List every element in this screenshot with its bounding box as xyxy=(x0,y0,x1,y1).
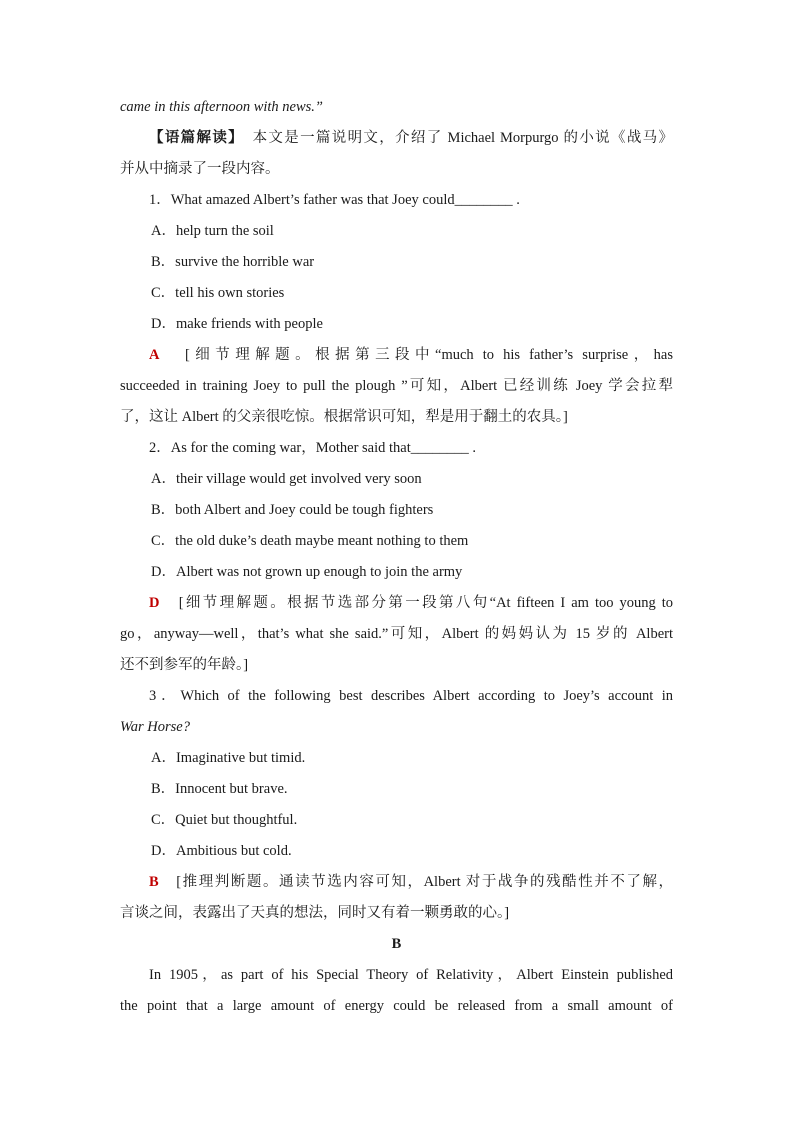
question-1-option-c: C．tell his own stories xyxy=(151,285,285,301)
question-3-stem-2: War Horse? xyxy=(120,719,190,735)
question-3-option-a: A．Imaginative but timid. xyxy=(151,750,306,766)
question-2-stem: 2．As for the coming war，Mother said that________ . xyxy=(149,440,477,456)
passage-line-1: In 1905，as part of his Special Theory of Relativity，Albert Einstein published xyxy=(149,967,673,983)
question-1-answer: A xyxy=(149,347,160,363)
question-3-stem-1: 3．Which of the following best describes Albert according to Joey’s account in xyxy=(149,688,673,704)
question-1-option-a: A．help turn the soil xyxy=(151,223,274,239)
passage-line-2: the point that a large amount of energy could be released from a small amount of xyxy=(120,998,673,1014)
question-1-stem: 1．What amazed Albert’s father was that Joey could________ . xyxy=(149,192,520,208)
question-2-explanation-2: go，anyway—well，that’s what she said.”可知，Albert 的妈妈认为 15 岁的 Albert xyxy=(120,626,673,642)
question-3-explanation-1: B [推理判断题。通读节选内容可知，Albert 对于战争的残酷性并不了解， xyxy=(149,874,674,890)
summary-label: 【语篇解读】 xyxy=(149,130,237,146)
question-3-option-c: C．Quiet but thoughtful. xyxy=(151,812,298,828)
section-heading: B xyxy=(391,936,402,952)
question-1-explanation-2: succeeded in training Joey to pull the plough ”可知，Albert 已经训练 Joey 学会拉犁 xyxy=(120,378,673,394)
question-3-answer: B xyxy=(149,874,159,890)
question-2-option-a: A．their village would get involved very soon xyxy=(151,471,422,487)
summary-line-2: 并从中摘录了一段内容。 xyxy=(120,161,280,177)
question-1-explanation-1: A [细节理解题。根据第三段中“much to his father’s surprise，has xyxy=(149,347,674,363)
question-1-explanation-3: 了，这让 Albert 的父亲很吃惊。根据常识可知，犁是用于翻土的农具。] xyxy=(120,409,568,425)
question-2-explanation-1: D [细节理解题。根据节选部分第一段第八句“At fifteen I am too young to xyxy=(149,595,674,611)
passage-closing-line: came in this afternoon with news.” xyxy=(120,99,323,115)
question-2-explanation-3: 还不到参军的年龄。] xyxy=(120,657,249,673)
question-3-option-b: B．Innocent but brave. xyxy=(151,781,288,797)
question-1-option-d: D．make friends with people xyxy=(151,316,323,332)
question-2-option-d: D．Albert was not grown up enough to join the army xyxy=(151,564,463,580)
document-page xyxy=(120,92,673,1022)
summary-line-1 xyxy=(120,123,673,154)
question-2-option-c: C．the old duke’s death maybe meant nothing to them xyxy=(151,533,469,549)
question-3-option-d: D．Ambitious but cold. xyxy=(151,843,292,859)
question-2-option-b: B．both Albert and Joey could be tough fighters xyxy=(151,502,434,518)
question-2-answer: D xyxy=(149,595,160,611)
question-3-explanation-2: 言谈之间，表露出了天真的想法，同时又有着一颗勇敢的心。] xyxy=(120,905,510,921)
question-1-option-b: B．survive the horrible war xyxy=(151,254,315,270)
summary-text-1: 本文是一篇说明文，介绍了 Michael Morpurgo 的小说《战马》 xyxy=(252,130,674,146)
